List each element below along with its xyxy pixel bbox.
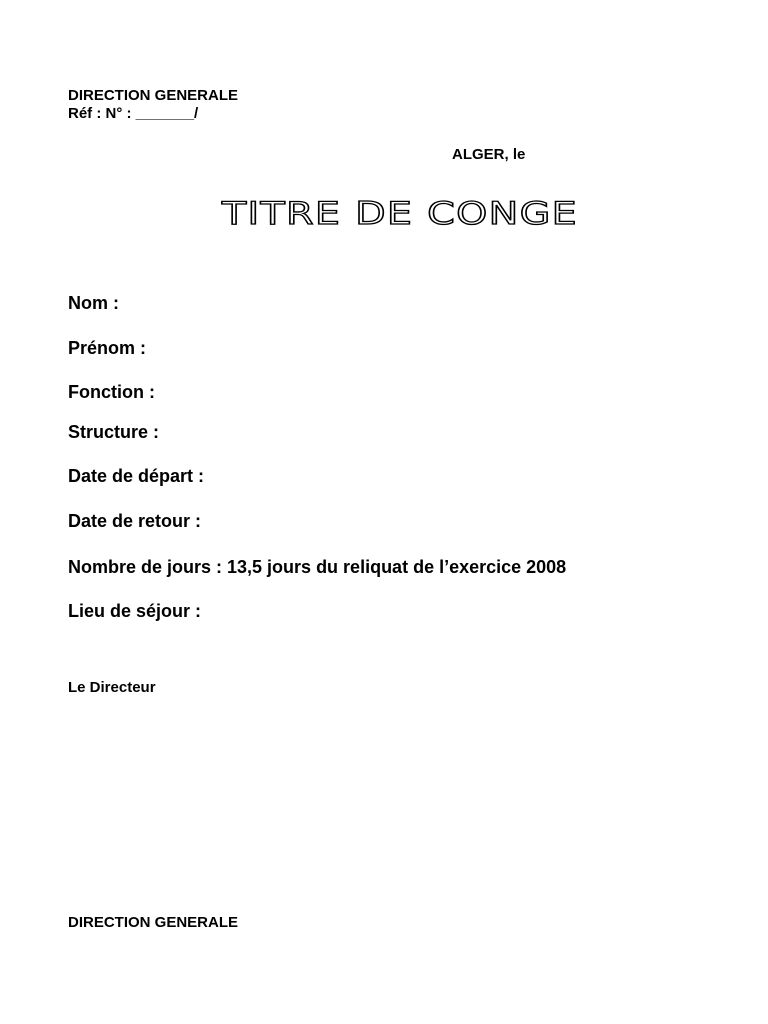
header-direction: DIRECTION GENERALE <box>68 87 239 104</box>
place-date: ALGER, le <box>452 146 526 163</box>
field-lieu-sejour: Lieu de séjour : <box>68 601 202 621</box>
field-nombre-jours: Nombre de jours : 13,5 jours du reliquat de l’exercice 2008 <box>68 557 567 577</box>
field-structure: Structure : <box>68 422 160 442</box>
field-date-retour: Date de retour : <box>68 511 202 531</box>
header-reference: Réf : N° : _______/ <box>68 105 199 122</box>
footer-direction: DIRECTION GENERALE <box>68 914 239 931</box>
signature-label: Le Directeur <box>68 679 156 696</box>
field-prenom: Prénom : <box>68 338 147 358</box>
document-title: TITRE DE CONGE <box>221 196 579 232</box>
field-fonction: Fonction : <box>68 382 155 402</box>
field-nom: Nom : <box>68 293 119 313</box>
field-date-depart: Date de départ : <box>68 466 205 486</box>
